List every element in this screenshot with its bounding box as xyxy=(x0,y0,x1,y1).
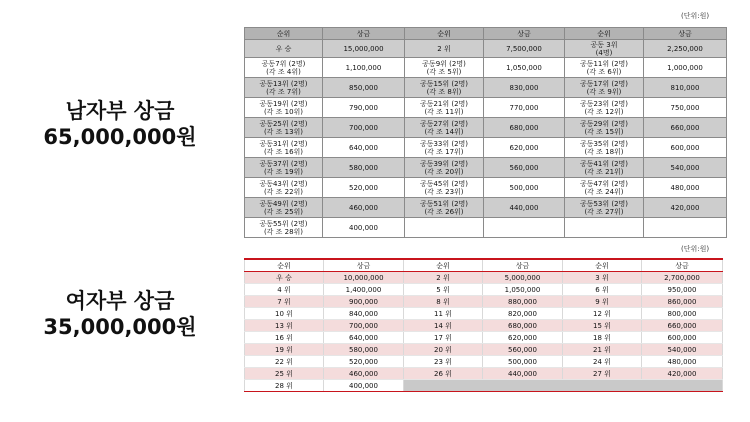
prize-cell: 560,000 xyxy=(484,158,565,178)
rank-cell xyxy=(405,198,484,218)
rank-line: (각 조 11위) xyxy=(424,107,464,116)
prize-cell: 10,000,000 xyxy=(324,272,404,284)
table-row xyxy=(245,178,727,198)
rank-line: (각 조 10위) xyxy=(263,107,304,116)
rank-cell: 20 위 xyxy=(404,344,483,356)
prize-cell: 750,000 xyxy=(644,98,727,118)
prize-cell: 900,000 xyxy=(324,296,404,308)
rank-line: 공동49위 (2명) xyxy=(259,199,308,208)
rank-line: 공동45위 (2명) xyxy=(419,179,469,188)
rank-line: (각 조 24위) xyxy=(584,187,624,196)
rank-cell: 24 위 xyxy=(563,356,642,368)
table-row xyxy=(245,218,727,238)
rank-line: 공동35위 (2명) xyxy=(579,139,629,148)
rank-cell: 14 위 xyxy=(404,320,483,332)
men-prize-table xyxy=(244,27,727,238)
table-row xyxy=(245,284,723,296)
rank-cell: 4 위 xyxy=(245,284,324,296)
rank-cell: 19 위 xyxy=(245,344,324,356)
prize-cell: 950,000 xyxy=(642,284,723,296)
rank-cell: 22 위 xyxy=(245,356,324,368)
rank-cell: 11 위 xyxy=(404,308,483,320)
rank-line: (각 조 19위) xyxy=(263,167,304,176)
prize-cell: 500,000 xyxy=(483,356,563,368)
prize-cell: 830,000 xyxy=(484,78,565,98)
rank-cell xyxy=(245,118,323,138)
prize-cell: 1,000,000 xyxy=(644,58,727,78)
column-header: 상금 xyxy=(644,28,727,40)
rank-cell xyxy=(565,198,644,218)
prize-cell: 400,000 xyxy=(324,380,404,392)
rank-cell xyxy=(405,78,484,98)
rank-line: 공동13위 (2명) xyxy=(259,79,308,88)
rank-cell xyxy=(565,78,644,98)
column-header: 순위 xyxy=(563,259,642,272)
rank-cell xyxy=(405,98,484,118)
rank-line: 공동55위 (2명) xyxy=(259,219,308,228)
prize-cell: 640,000 xyxy=(323,138,405,158)
table-row xyxy=(245,368,723,380)
prize-cell: 840,000 xyxy=(324,308,404,320)
rank-line: (각 조 23위) xyxy=(424,187,464,196)
rank-cell: 12 위 xyxy=(563,308,642,320)
rank-line: (각 조 17위) xyxy=(424,147,464,156)
prize-cell: 420,000 xyxy=(644,198,727,218)
rank-cell: 2 위 xyxy=(404,272,483,284)
prize-cell: 600,000 xyxy=(642,332,723,344)
women-prize-label xyxy=(0,288,240,340)
women-prize-total: 35,000,000원 xyxy=(43,315,197,339)
prize-cell: 7,500,000 xyxy=(484,40,565,58)
rank-cell: 17 위 xyxy=(404,332,483,344)
prize-cell: 810,000 xyxy=(644,78,727,98)
rank-line: (4명) xyxy=(595,48,613,57)
rank-cell: 16 위 xyxy=(245,332,324,344)
prize-cell: 560,000 xyxy=(483,344,563,356)
rank-line: (각 조 14위) xyxy=(424,127,464,136)
rank-cell: 10 위 xyxy=(245,308,324,320)
prize-cell: 1,400,000 xyxy=(324,284,404,296)
rank-line: 공동47위 (2명) xyxy=(579,179,629,188)
prize-cell: 460,000 xyxy=(323,198,405,218)
rank-line: (각 조 15위) xyxy=(584,127,624,136)
prize-cell: 680,000 xyxy=(484,118,565,138)
table-row xyxy=(245,344,723,356)
prize-cell: 580,000 xyxy=(324,344,404,356)
table-row xyxy=(245,308,723,320)
rank-line: (각 조 20위) xyxy=(424,167,464,176)
column-header: 상금 xyxy=(484,28,565,40)
rank-line: (각 조 8위) xyxy=(426,87,462,96)
prize-cell: 480,000 xyxy=(642,356,723,368)
prize-cell: 440,000 xyxy=(483,368,563,380)
rank-cell xyxy=(405,118,484,138)
rank-cell xyxy=(565,138,644,158)
rank-cell xyxy=(405,138,484,158)
prize-cell: 600,000 xyxy=(644,138,727,158)
rank-line: 공동23위 (2명) xyxy=(579,99,629,108)
rank-line: 공동29위 (2명) xyxy=(579,119,629,128)
rank-line: (각 조 6위) xyxy=(586,67,622,76)
prize-cell: 660,000 xyxy=(642,320,723,332)
prize-cell: 2,700,000 xyxy=(642,272,723,284)
rank-line: 공동25위 (2명) xyxy=(259,119,308,128)
rank-cell xyxy=(405,178,484,198)
prize-cell: 520,000 xyxy=(324,356,404,368)
prize-cell: 680,000 xyxy=(483,320,563,332)
table-row xyxy=(245,78,727,98)
rank-cell: 9 위 xyxy=(563,296,642,308)
rank-cell xyxy=(565,40,644,58)
rank-cell xyxy=(245,58,323,78)
rank-line: 공동31위 (2명) xyxy=(259,139,308,148)
rank-line: (각 조 12위) xyxy=(584,107,624,116)
rank-line: (각 조 26위) xyxy=(424,207,464,216)
rank-cell: 8 위 xyxy=(404,296,483,308)
prize-cell: 540,000 xyxy=(642,344,723,356)
empty-cell xyxy=(484,218,565,238)
rank-line: 공동51위 (2명) xyxy=(419,199,469,208)
prize-cell: 620,000 xyxy=(484,138,565,158)
rank-line: (각 조 21위) xyxy=(584,167,624,176)
rank-line: 공동15위 (2명) xyxy=(419,79,469,88)
table-row xyxy=(245,320,723,332)
prize-cell: 2,250,000 xyxy=(644,40,727,58)
prize-cell: 580,000 xyxy=(323,158,405,178)
empty-cell xyxy=(644,218,727,238)
rank-line: (각 조 27위) xyxy=(584,207,624,216)
women-prize-table xyxy=(244,258,723,392)
rank-line: (각 조 7위) xyxy=(266,87,301,96)
prize-cell: 460,000 xyxy=(324,368,404,380)
men-header-row xyxy=(245,28,727,40)
prize-cell: 880,000 xyxy=(483,296,563,308)
rank-cell: 15 위 xyxy=(563,320,642,332)
rank-line: 공동19위 (2명) xyxy=(259,99,308,108)
rank-cell: 3 위 xyxy=(563,272,642,284)
rank-line: 공동21위 (2명) xyxy=(419,99,469,108)
men-unit-note: (단위:원) xyxy=(681,12,710,20)
rank-line: (각 조 22위) xyxy=(263,187,304,196)
prize-cell: 770,000 xyxy=(484,98,565,118)
prize-cell: 400,000 xyxy=(323,218,405,238)
prize-cell: 520,000 xyxy=(323,178,405,198)
column-header: 순위 xyxy=(565,28,644,40)
men-prize-total: 65,000,000원 xyxy=(43,125,197,149)
prize-cell: 5,000,000 xyxy=(483,272,563,284)
rank-cell: 25 위 xyxy=(245,368,324,380)
column-header: 상금 xyxy=(483,259,563,272)
table-row xyxy=(245,296,723,308)
prize-cell: 420,000 xyxy=(642,368,723,380)
prize-cell: 660,000 xyxy=(644,118,727,138)
rank-cell xyxy=(245,178,323,198)
rank-cell: 7 위 xyxy=(245,296,324,308)
rank-cell xyxy=(565,158,644,178)
rank-line: 공동33위 (2명) xyxy=(419,139,469,148)
table-row xyxy=(245,272,723,284)
prize-cell: 1,050,000 xyxy=(484,58,565,78)
empty-cell xyxy=(404,380,723,392)
rank-cell xyxy=(245,218,323,238)
rank-cell: 6 위 xyxy=(563,284,642,296)
rank-cell xyxy=(565,178,644,198)
table-row xyxy=(245,40,727,58)
rank-cell xyxy=(405,40,484,58)
table-row xyxy=(245,58,727,78)
column-header: 상금 xyxy=(324,259,404,272)
rank-cell: 18 위 xyxy=(563,332,642,344)
column-header: 순위 xyxy=(405,28,484,40)
rank-line: (각 조 4위) xyxy=(266,67,301,76)
rank-line: 공동27위 (2명) xyxy=(419,119,469,128)
prize-cell: 1,050,000 xyxy=(483,284,563,296)
table-row xyxy=(245,138,727,158)
rank-cell xyxy=(565,118,644,138)
prize-cell: 500,000 xyxy=(484,178,565,198)
table-row xyxy=(245,118,727,138)
prize-cell: 1,100,000 xyxy=(323,58,405,78)
rank-line: 2 위 xyxy=(437,44,451,53)
column-header: 순위 xyxy=(245,259,324,272)
rank-line: 공동7위 (2명) xyxy=(261,59,306,68)
prize-cell: 15,000,000 xyxy=(323,40,405,58)
men-prize-title: 남자부 상금 xyxy=(65,99,175,123)
column-header: 순위 xyxy=(404,259,483,272)
rank-cell xyxy=(245,40,323,58)
rank-line: 공동43위 (2명) xyxy=(259,179,308,188)
column-header: 상금 xyxy=(642,259,723,272)
empty-cell xyxy=(405,218,484,238)
prize-cell: 820,000 xyxy=(483,308,563,320)
rank-cell: 26 위 xyxy=(404,368,483,380)
prize-cell: 440,000 xyxy=(484,198,565,218)
rank-cell xyxy=(245,98,323,118)
rank-cell xyxy=(405,158,484,178)
prize-cell: 540,000 xyxy=(644,158,727,178)
table-row xyxy=(245,356,723,368)
rank-cell xyxy=(245,138,323,158)
table-row xyxy=(245,198,727,218)
rank-line: (각 조 25위) xyxy=(263,207,304,216)
rank-line: (각 조 5위) xyxy=(426,67,462,76)
rank-cell: 27 위 xyxy=(563,368,642,380)
rank-cell: 13 위 xyxy=(245,320,324,332)
table-row xyxy=(245,380,723,392)
prize-cell: 640,000 xyxy=(324,332,404,344)
women-prize-title: 여자부 상금 xyxy=(65,289,175,313)
rank-line: 공동53위 (2명) xyxy=(579,199,629,208)
women-header-row xyxy=(245,259,723,272)
men-prize-label xyxy=(0,98,240,150)
column-header: 상금 xyxy=(323,28,405,40)
prize-cell: 790,000 xyxy=(323,98,405,118)
table-row xyxy=(245,158,727,178)
prize-cell: 620,000 xyxy=(483,332,563,344)
rank-cell xyxy=(565,58,644,78)
rank-cell xyxy=(405,58,484,78)
rank-cell xyxy=(245,78,323,98)
rank-cell: 21 위 xyxy=(563,344,642,356)
rank-line: (각 조 16위) xyxy=(263,147,304,156)
rank-line: 공동11위 (2명) xyxy=(579,59,629,68)
rank-line: 공동17위 (2명) xyxy=(579,79,629,88)
rank-cell xyxy=(245,158,323,178)
rank-cell xyxy=(565,98,644,118)
column-header: 순위 xyxy=(245,28,323,40)
rank-line: 공동9위 (2명) xyxy=(422,59,466,68)
rank-cell: 28 위 xyxy=(245,380,324,392)
table-row xyxy=(245,98,727,118)
rank-line: 공동41위 (2명) xyxy=(579,159,629,168)
prize-cell: 860,000 xyxy=(642,296,723,308)
women-unit-note: (단위:원) xyxy=(681,245,710,253)
rank-line: 공동39위 (2명) xyxy=(419,159,469,168)
table-row xyxy=(245,332,723,344)
rank-cell: 5 위 xyxy=(404,284,483,296)
prize-cell: 480,000 xyxy=(644,178,727,198)
rank-line: (각 조 18위) xyxy=(584,147,624,156)
rank-line: (각 조 9위) xyxy=(586,87,622,96)
rank-line: 공동 3위 xyxy=(590,40,618,49)
prize-cell: 800,000 xyxy=(642,308,723,320)
rank-cell xyxy=(245,198,323,218)
rank-line: 우 승 xyxy=(275,44,292,53)
prize-cell: 700,000 xyxy=(323,118,405,138)
prize-cell: 700,000 xyxy=(324,320,404,332)
rank-cell: 우 승 xyxy=(245,272,324,284)
rank-line: 공동37위 (2명) xyxy=(259,159,308,168)
rank-line: (각 조 13위) xyxy=(263,127,304,136)
prize-cell: 850,000 xyxy=(323,78,405,98)
empty-cell xyxy=(565,218,644,238)
rank-cell: 23 위 xyxy=(404,356,483,368)
rank-line: (각 조 28위) xyxy=(263,227,304,236)
